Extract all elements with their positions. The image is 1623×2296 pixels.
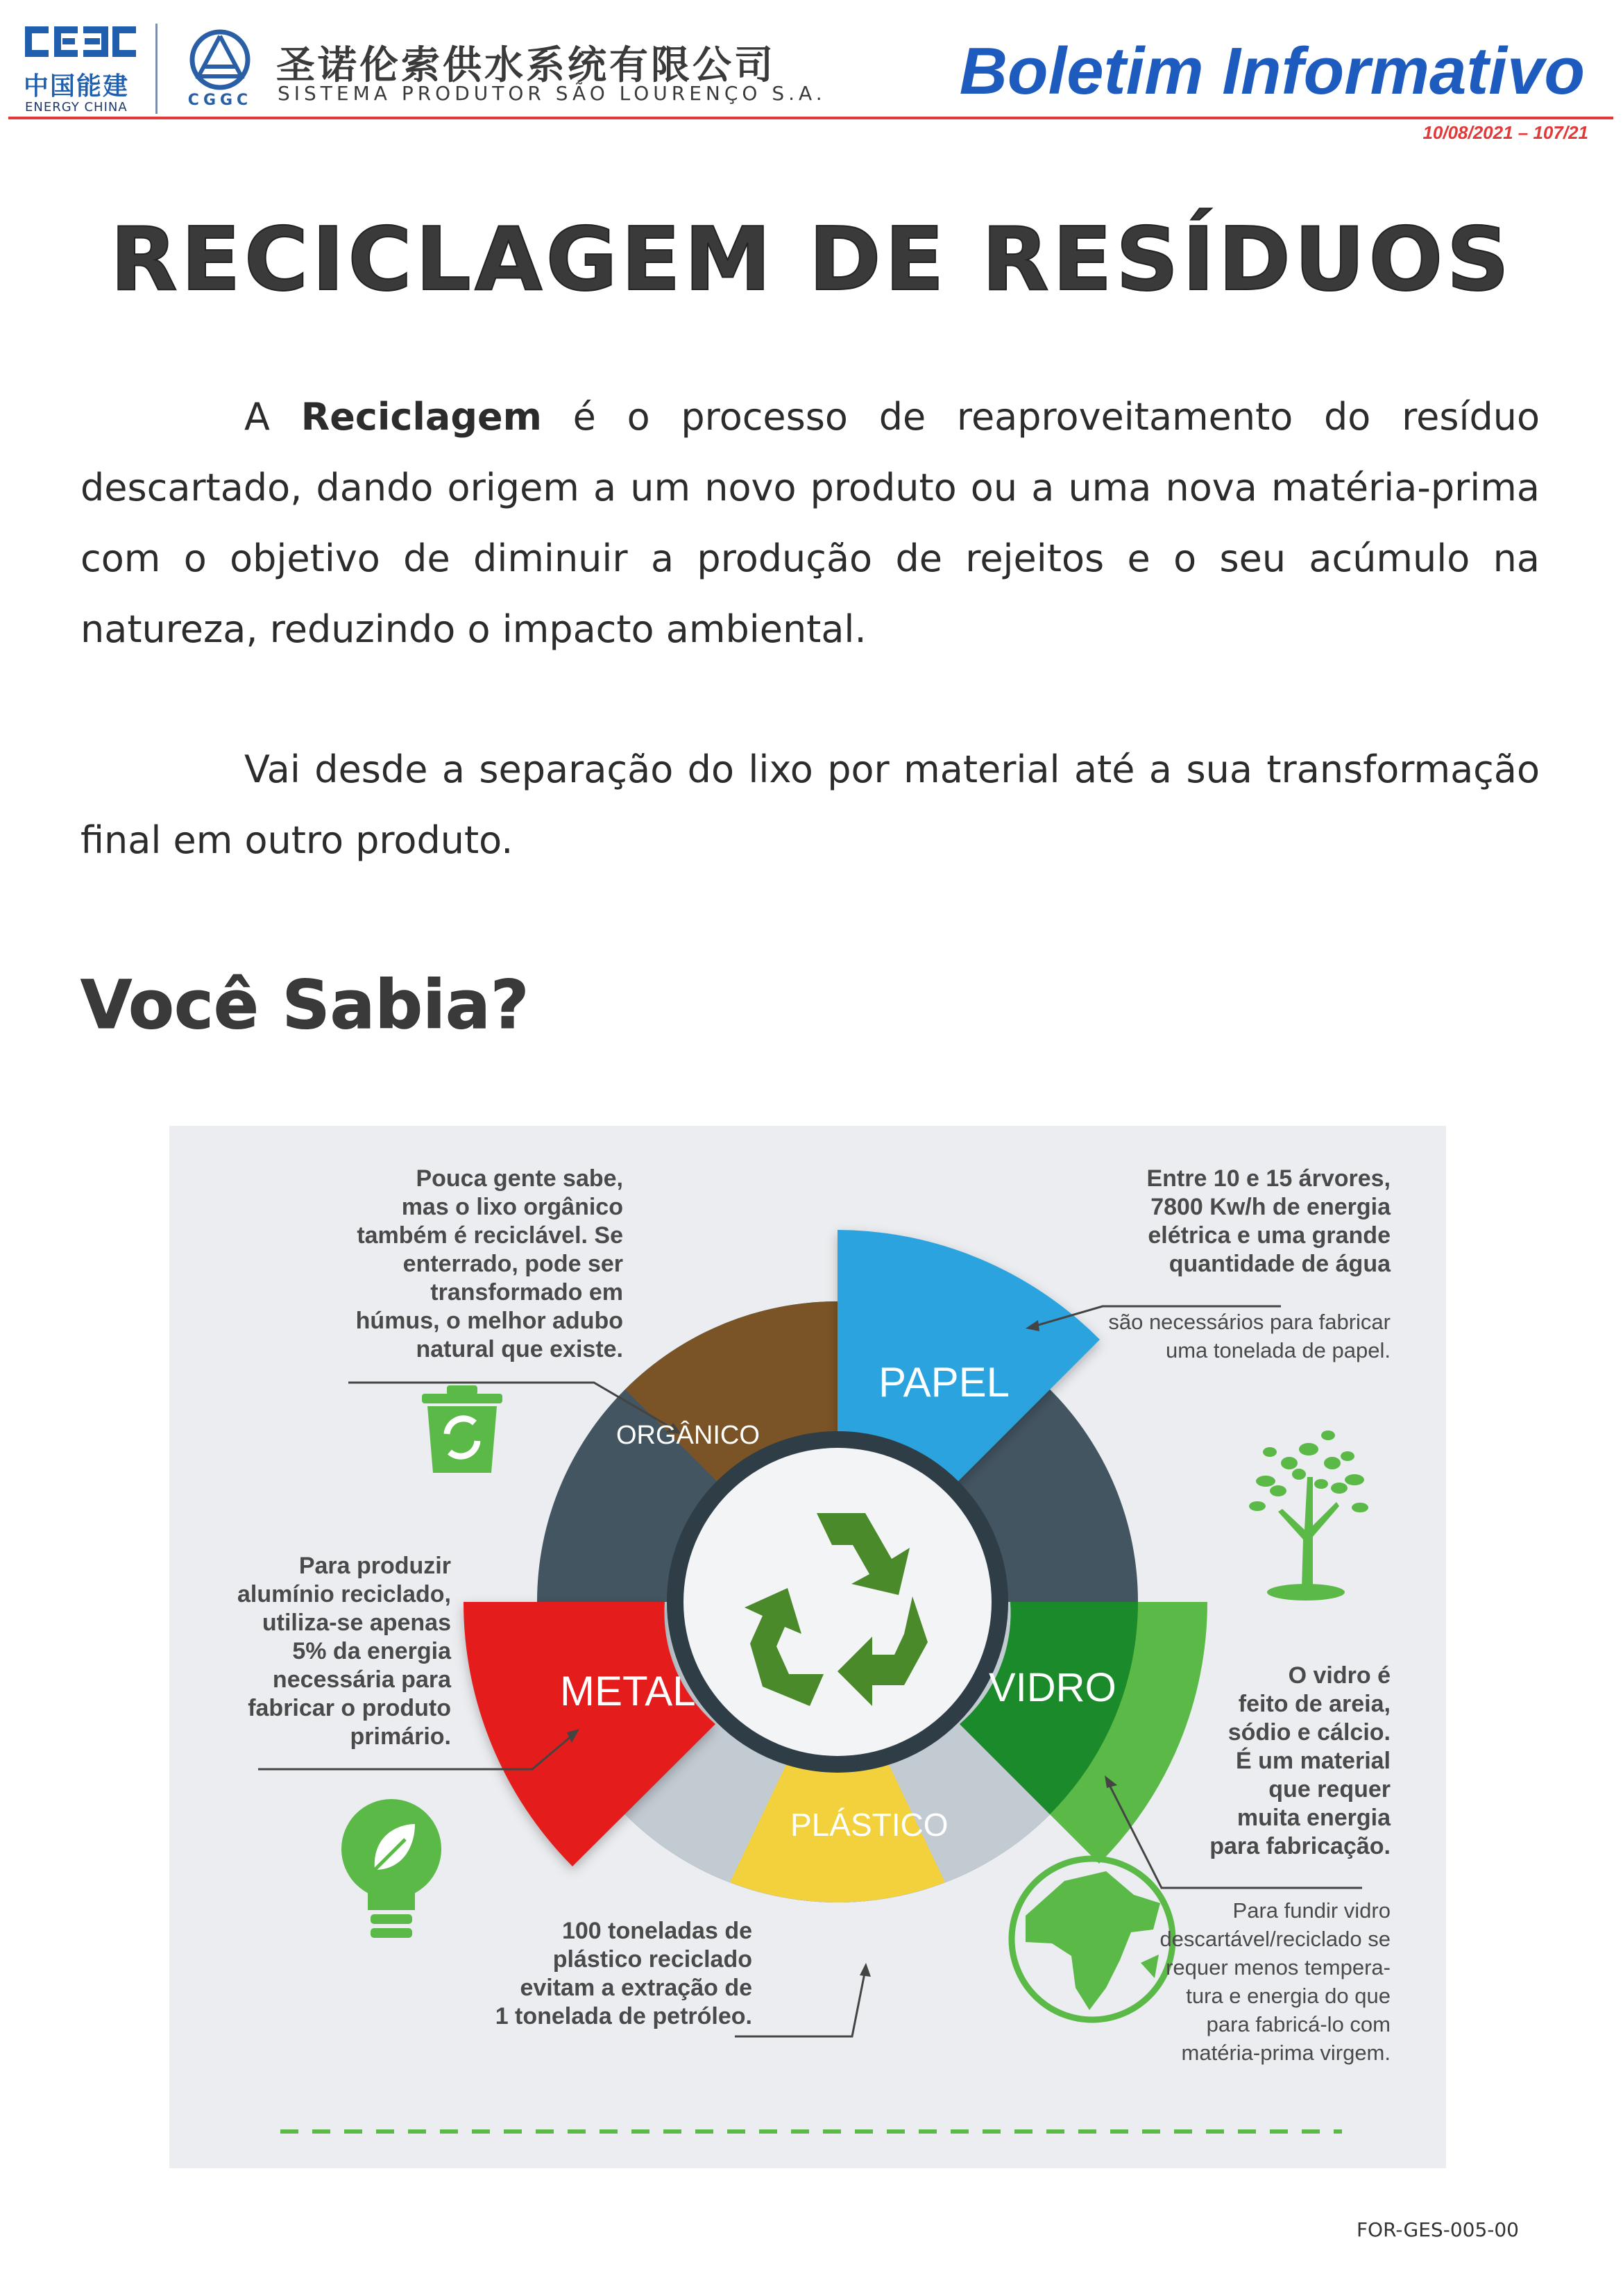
second-paragraph <box>80 734 1540 876</box>
energy-china-en-text: ENERGY CHINA <box>25 100 128 115</box>
intro-paragraph <box>80 382 1540 665</box>
vidro-note <box>1166 1662 1391 1861</box>
recycling-infographic <box>169 1126 1446 2168</box>
bulletin-title: Boletim Informativo <box>959 34 1585 108</box>
organico-note-line: enterrado, pode ser <box>402 1251 623 1277</box>
vidro-subnote-line: Para fundir vidro <box>1232 1898 1391 1923</box>
plastico-note-line: 100 toneladas de <box>561 1918 752 1944</box>
plastico-note-line: 1 tonelada de petróleo. <box>495 2003 752 2029</box>
intro-prefix: A <box>244 395 301 439</box>
intro-rest: é o processo de reaproveitamento do resíduo descartado, dando origem a um novo produto ou a uma nova matéria-prima com o objetivo de diminuir a produção de rejeitos e o seu acúmulo na natureza, reduzindo o impacto ambiental. <box>80 395 1540 651</box>
vidro-note-line: feito de areia, <box>1238 1691 1391 1717</box>
metal-note-line: fabricar o produto <box>248 1695 451 1721</box>
cggc-logo <box>179 28 261 112</box>
organico-label: ORGÂNICO <box>616 1421 760 1450</box>
vidro-note-line: muita energia <box>1237 1805 1391 1831</box>
organico-note-line: Pouca gente sabe, <box>416 1165 623 1192</box>
page-title: RECICLAGEM DE RESÍDUOS <box>110 208 1513 310</box>
vidro-note-line: É um material <box>1236 1748 1391 1774</box>
light-bulb-leaf-icon <box>341 1799 441 1938</box>
section-subtitle: Você Sabia? <box>80 966 529 1044</box>
vidro-subnote-line: tura e energia do que <box>1186 1984 1391 2008</box>
vidro-label: VIDRO <box>989 1665 1116 1710</box>
vidro-note-line: sódio e cálcio. <box>1227 1719 1391 1746</box>
form-code: FOR-GES-005-00 <box>1356 2218 1519 2241</box>
papel-label: PAPEL <box>878 1359 1010 1406</box>
organico-note-line: transformado em <box>430 1279 623 1306</box>
vidro-subnote-line: descartável/reciclado se <box>1159 1927 1391 1951</box>
company-name-pt: SISTEMA PRODUTOR SÃO LOURENÇO S.A. <box>278 82 826 105</box>
metal-note-line: utiliza-se apenas <box>262 1610 451 1636</box>
papel-note-line: Entre 10 e 15 árvores, <box>1146 1165 1391 1192</box>
plastico-note-line: evitam a extração de <box>520 1975 752 2001</box>
energy-china-cn-text: 中国能建 <box>24 72 130 101</box>
papel-note-line: 7800 Kw/h de energia <box>1150 1194 1391 1220</box>
vidro-subnote-line: matéria-prima virgem. <box>1181 2041 1391 2065</box>
organico-note-line: mas o lixo orgânico <box>401 1194 623 1220</box>
papel-subnote <box>1069 1308 1391 1365</box>
metal-note-line: Para produzir <box>298 1553 451 1579</box>
metal-note-line: alumínio reciclado, <box>237 1581 451 1607</box>
second-paragraph-text: Vai desde a separação do lixo por material até a sua transformação final em outro produto. <box>80 748 1540 862</box>
vidro-subnote <box>1110 1896 1391 2067</box>
papel-note <box>1069 1165 1391 1278</box>
header-divider <box>155 24 158 114</box>
plastico-label: PLÁSTICO <box>790 1807 949 1843</box>
papel-subnote-line: são necessários para fabricar <box>1108 1310 1391 1334</box>
organico-note-line: natural que existe. <box>416 1336 623 1362</box>
header-rule <box>8 117 1613 119</box>
metal-label: METAL <box>560 1668 696 1714</box>
recycle-bin-icon <box>422 1385 502 1473</box>
issue-date: 10/08/2021 – 107/21 <box>1422 122 1588 143</box>
cggc-text: CGGC <box>187 92 253 109</box>
vidro-subnote-line: requer menos tempera- <box>1166 1955 1391 1980</box>
vidro-subnote-line: para fabricá-lo com <box>1206 2012 1391 2036</box>
vidro-note-line: para fabricação. <box>1209 1833 1391 1859</box>
papel-subnote-line: uma tonelada de papel. <box>1165 1338 1391 1362</box>
organico-note-line: húmus, o melhor adubo <box>355 1308 623 1334</box>
cggc-emblem-icon <box>179 28 261 92</box>
tree-icon <box>1249 1430 1368 1601</box>
papel-note-line: elétrica e uma grande <box>1148 1222 1391 1249</box>
metal-note-line: necessária para <box>272 1666 451 1693</box>
plastico-note-line: plástico reciclado <box>552 1946 752 1973</box>
metal-note-line: primário. <box>350 1723 451 1750</box>
wheel-hub <box>683 1448 992 1756</box>
vidro-note-line: que requer <box>1268 1776 1391 1803</box>
vidro-note-line: O vidro é <box>1288 1662 1391 1689</box>
energy-china-mark-icon <box>24 24 139 61</box>
plastico-note <box>447 1917 752 2031</box>
company-name-cn: 圣诺伦索供水系统有限公司 <box>276 43 776 88</box>
metal-note <box>197 1552 451 1751</box>
organico-note <box>329 1165 623 1364</box>
metal-note-line: 5% da energia <box>292 1638 451 1664</box>
papel-note-line: quantidade de água <box>1169 1251 1391 1277</box>
intro-bold-term: Reciclagem <box>300 395 542 439</box>
energy-china-logo <box>24 24 139 118</box>
organico-note-line: também é reciclável. Se <box>357 1222 623 1249</box>
